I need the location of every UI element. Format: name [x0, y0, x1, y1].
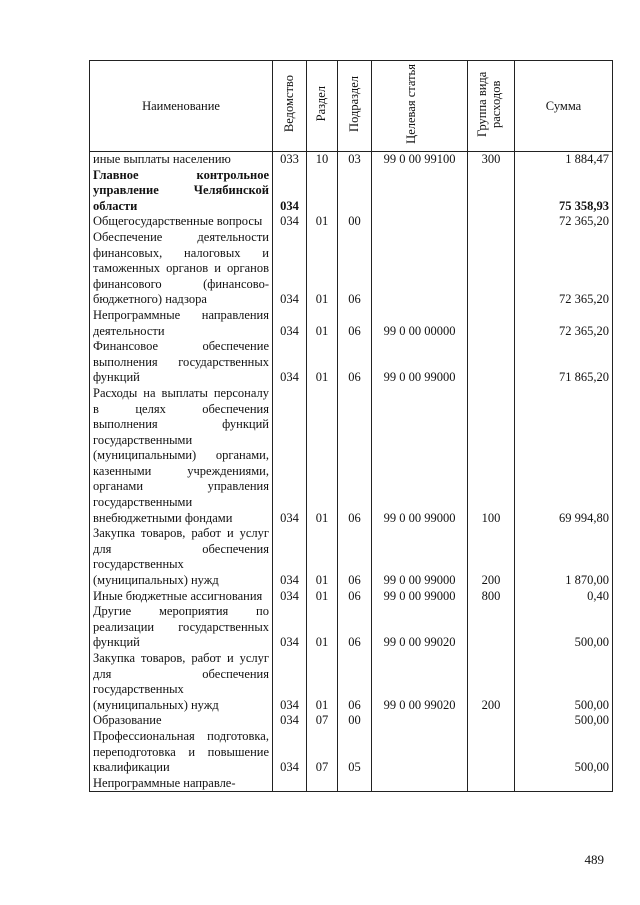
table-row [90, 230, 613, 308]
table-row [90, 651, 613, 713]
cell-group [468, 339, 515, 386]
cell-target: 99 0 00 00000 [372, 308, 468, 339]
cell-department: 034 [273, 308, 307, 339]
table-row [90, 152, 613, 168]
cell-name: Непрограммные направления деятельности [90, 308, 273, 339]
header-section: Раздел [307, 61, 338, 152]
cell-name: Образование [90, 713, 273, 729]
cell-group: 200 [468, 651, 515, 713]
cell-target: 99 0 00 99000 [372, 386, 468, 526]
cell-target: 99 0 00 99020 [372, 604, 468, 651]
cell-target [372, 168, 468, 215]
cell-name: Финансовое обеспечение выполнения государственных функций [90, 339, 273, 386]
cell-section: 01 [307, 339, 338, 386]
table-row [90, 604, 613, 651]
cell-target [372, 776, 468, 792]
cell-sum: 71 865,20 [515, 339, 613, 386]
cell-group [468, 729, 515, 776]
header-target: Целевая статья [372, 61, 468, 152]
table-body [90, 152, 613, 792]
cell-section: 07 [307, 729, 338, 776]
cell-sum: 1 870,00 [515, 526, 613, 588]
table-row [90, 386, 613, 526]
cell-sum: 69 994,80 [515, 386, 613, 526]
cell-sum: 72 365,20 [515, 230, 613, 308]
cell-sum: 72 365,20 [515, 308, 613, 339]
header-group: Группа вида расходов [468, 61, 515, 152]
cell-subsection: 06 [338, 526, 372, 588]
cell-name: Закупка товаров, работ и услуг для обеспечения государственных (муниципальных) нужд [90, 651, 273, 713]
cell-department: 034 [273, 589, 307, 605]
page-number: 489 [584, 852, 604, 867]
cell-subsection: 00 [338, 713, 372, 729]
cell-target [372, 230, 468, 308]
cell-subsection: 06 [338, 339, 372, 386]
cell-department: 034 [273, 339, 307, 386]
cell-section: 01 [307, 386, 338, 526]
cell-group [468, 214, 515, 230]
cell-subsection: 05 [338, 729, 372, 776]
table-row [90, 713, 613, 729]
cell-group [468, 713, 515, 729]
budget-table [89, 60, 613, 792]
header-department: Ведомство [273, 61, 307, 152]
cell-sum: 500,00 [515, 713, 613, 729]
cell-group [468, 776, 515, 792]
cell-sum: 1 884,47 [515, 152, 613, 168]
cell-group [468, 168, 515, 215]
cell-subsection: 06 [338, 589, 372, 605]
table-row [90, 526, 613, 588]
cell-department: 034 [273, 526, 307, 588]
cell-subsection [338, 168, 372, 215]
table-header-row [90, 61, 613, 152]
cell-target: 99 0 00 99020 [372, 651, 468, 713]
cell-department: 034 [273, 604, 307, 651]
cell-department: 034 [273, 230, 307, 308]
cell-group [468, 230, 515, 308]
header-subsection: Подраздел [338, 61, 372, 152]
cell-sum [515, 776, 613, 792]
cell-section: 01 [307, 526, 338, 588]
cell-name: Закупка товаров, работ и услуг для обеспечения государственных (муниципальных) нужд [90, 526, 273, 588]
cell-target [372, 214, 468, 230]
cell-subsection: 00 [338, 214, 372, 230]
cell-target [372, 713, 468, 729]
cell-subsection: 06 [338, 604, 372, 651]
table-row [90, 214, 613, 230]
cell-group [468, 604, 515, 651]
cell-section: 01 [307, 308, 338, 339]
cell-group: 200 [468, 526, 515, 588]
table-row [90, 308, 613, 339]
cell-section: 07 [307, 713, 338, 729]
header-name: Наименование [90, 61, 273, 152]
header-sum: Сумма [515, 61, 613, 152]
table-row [90, 729, 613, 776]
cell-subsection: 06 [338, 651, 372, 713]
cell-sum: 75 358,93 [515, 168, 613, 215]
cell-subsection [338, 776, 372, 792]
cell-section: 01 [307, 604, 338, 651]
cell-target: 99 0 00 99100 [372, 152, 468, 168]
cell-name: Другие мероприятия по реализации государственных функций [90, 604, 273, 651]
cell-sum: 500,00 [515, 651, 613, 713]
table-row [90, 776, 613, 792]
cell-subsection: 06 [338, 230, 372, 308]
cell-department: 034 [273, 214, 307, 230]
cell-name: Иные бюджетные ассигнования [90, 589, 273, 605]
cell-group: 100 [468, 386, 515, 526]
cell-department [273, 776, 307, 792]
cell-name: Профессиональная подготовка, переподготовка и повышение квалификации [90, 729, 273, 776]
cell-name: Общегосударственные вопросы [90, 214, 273, 230]
cell-department: 034 [273, 386, 307, 526]
table-row [90, 589, 613, 605]
table-row [90, 168, 613, 215]
cell-name: Расходы на выплаты персоналу в целях обеспечения выполнения функций государственными (муниципальными) органами, казенными учреждениями, органами управления государственными внебюджетными фондами [90, 386, 273, 526]
cell-section: 01 [307, 214, 338, 230]
cell-target [372, 729, 468, 776]
cell-target: 99 0 00 99000 [372, 339, 468, 386]
cell-department: 034 [273, 651, 307, 713]
cell-group [468, 308, 515, 339]
cell-name: Непрограммные направле- [90, 776, 273, 792]
cell-subsection: 03 [338, 152, 372, 168]
cell-sum: 500,00 [515, 604, 613, 651]
cell-group: 300 [468, 152, 515, 168]
cell-name: Главное контрольное управление Челябинской области [90, 168, 273, 215]
cell-sum: 0,40 [515, 589, 613, 605]
cell-section: 01 [307, 651, 338, 713]
cell-target: 99 0 00 99000 [372, 526, 468, 588]
cell-name: иные выплаты населению [90, 152, 273, 168]
cell-department: 034 [273, 713, 307, 729]
cell-department: 034 [273, 729, 307, 776]
cell-name: Обеспечение деятельности финансовых, налоговых и таможенных органов и органов финансового (финансово-бюджетного) надзора [90, 230, 273, 308]
cell-subsection: 06 [338, 386, 372, 526]
cell-section [307, 168, 338, 215]
cell-department: 033 [273, 152, 307, 168]
cell-group: 800 [468, 589, 515, 605]
cell-sum: 500,00 [515, 729, 613, 776]
cell-department: 034 [273, 168, 307, 215]
cell-section: 01 [307, 589, 338, 605]
cell-section: 01 [307, 230, 338, 308]
table-row [90, 339, 613, 386]
cell-target: 99 0 00 99000 [372, 589, 468, 605]
cell-sum: 72 365,20 [515, 214, 613, 230]
cell-section: 10 [307, 152, 338, 168]
cell-section [307, 776, 338, 792]
cell-subsection: 06 [338, 308, 372, 339]
